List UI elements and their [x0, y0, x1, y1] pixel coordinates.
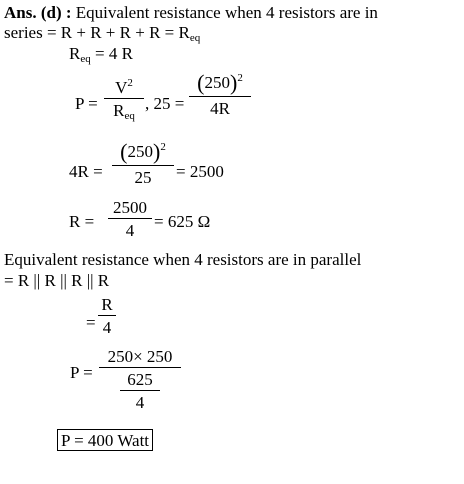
p-parallel-num: 250× 250	[107, 347, 173, 366]
power-fraction-1	[104, 77, 144, 122]
r-over-4-den: 4	[102, 318, 112, 337]
fraction-bar	[104, 98, 144, 99]
r-over-4-eq: =	[86, 313, 96, 332]
R-fraction-den: 4	[125, 221, 135, 240]
p-parallel-inner-num: 625	[127, 370, 153, 389]
fourR-lhs: 4R =	[69, 162, 103, 181]
answer-label: Ans. (d) :	[4, 3, 72, 22]
power-eq-lhs: P =	[75, 94, 98, 113]
p-parallel-den	[99, 371, 181, 411]
power-fraction-2-num: $(250)^2$	[197, 70, 243, 95]
parallel-line-2: = R || R || R || R	[4, 271, 110, 290]
fraction-bar	[99, 367, 181, 368]
r-over-4-fraction	[98, 296, 116, 336]
fraction-bar	[112, 165, 174, 166]
R-fraction	[108, 199, 152, 239]
r-over-4-num: R	[101, 295, 113, 314]
fourR-fraction	[112, 141, 174, 186]
answer-line-1	[4, 4, 378, 21]
fraction-bar	[189, 96, 251, 97]
req-rhs: = 4 R	[90, 44, 133, 63]
series-expression: series = R + R + R + R = R	[4, 23, 190, 42]
fraction-bar	[120, 390, 160, 391]
power-fraction-1-den: $R_{eq}$	[113, 101, 135, 122]
fraction-bar	[108, 218, 152, 219]
fourR-fraction-num: $(250)^2$	[120, 139, 166, 164]
power-fraction-2-den: 4R	[210, 99, 230, 118]
p-parallel-inner-den: 4	[135, 393, 145, 412]
p-parallel-fraction	[99, 348, 181, 411]
req-lhs-sub: eq	[80, 53, 91, 65]
fraction-bar	[98, 315, 116, 316]
R-lhs: R =	[69, 212, 95, 231]
fourR-fraction-den: 25	[134, 168, 152, 187]
series-subscript: eq	[189, 32, 201, 44]
answer-line-2	[4, 23, 201, 44]
answer-text-1: Equivalent resistance when 4 resistors are in	[75, 3, 378, 22]
power-fraction-1-num: $V^2$	[115, 77, 133, 97]
p-parallel-lhs: P =	[70, 363, 93, 382]
final-answer-box: P = 400 Watt	[57, 429, 153, 451]
req-equation	[69, 44, 133, 65]
fourR-rhs: = 2500	[176, 162, 224, 181]
R-rhs: = 625 Ω	[154, 212, 211, 231]
R-fraction-num: 2500	[113, 198, 147, 217]
power-fraction-2	[189, 72, 251, 117]
parallel-line-1: Equivalent resistance when 4 resistors are in parallel	[4, 250, 362, 269]
power-eq-mid: , 25 =	[145, 94, 185, 113]
req-lhs: R	[69, 44, 81, 63]
